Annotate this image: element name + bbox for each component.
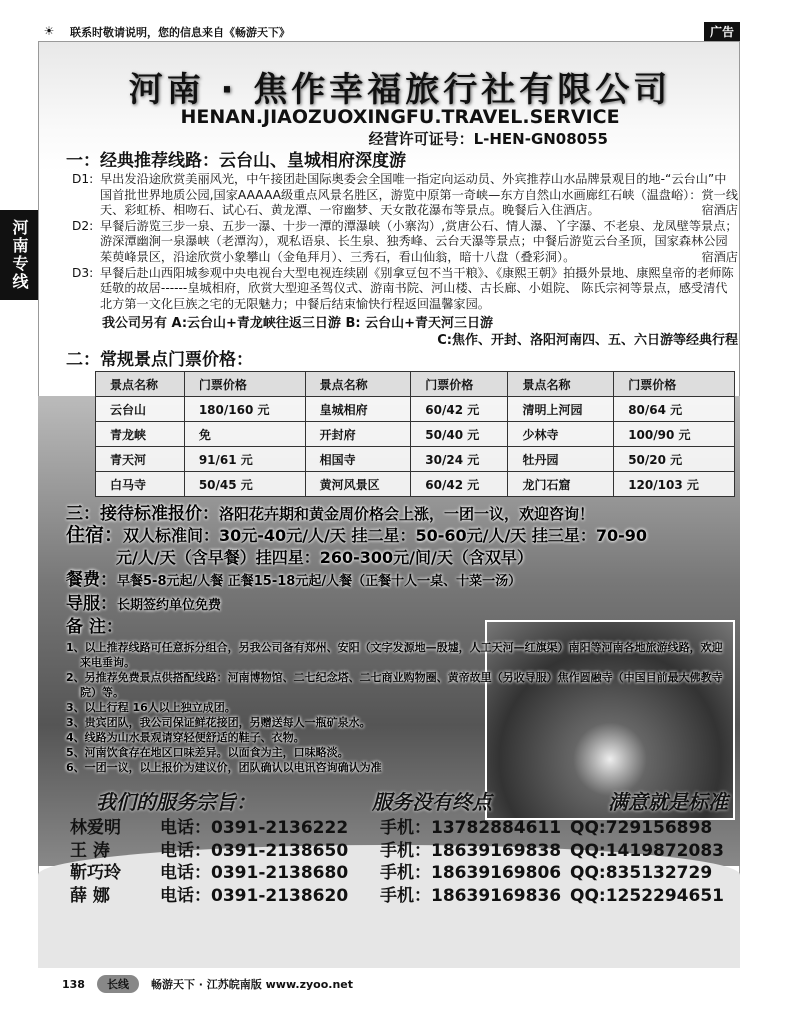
side-tab: 河南专线 — [0, 210, 38, 300]
table-row — [96, 372, 735, 397]
day-label: D3: — [72, 265, 94, 280]
source-notice: 联系时敬请说明，您的信息来自《畅游天下》 — [70, 25, 290, 39]
table-cell: 60/42 元 — [411, 397, 508, 422]
notes-label: 备 注： — [66, 617, 123, 638]
top-bar — [38, 22, 740, 41]
guide-price: 长期签约单位免费 — [117, 598, 222, 614]
meal-price: 早餐5-8元起/人餐 正餐15-18元起/人餐（正餐十人一桌、十菜一汤） — [117, 574, 522, 590]
contact-qq: QQ:1252294651 — [570, 885, 724, 906]
extra-routes-c: C:焦作、开封、洛阳河南四、五、六日游等经典行程 — [437, 333, 738, 349]
note-item: 1、以上推荐线路可任意拆分组合，另我公司备有郑州、安阳（文字发源地—殷墟，人工天河—红旗渠）南阳等河南各地旅游线路，欢迎来电垂询。 — [66, 641, 723, 670]
slogan-row — [66, 775, 738, 815]
table-cell: 青龙峡 — [96, 422, 185, 447]
slogan-1: 我们的服务宗旨： — [96, 790, 256, 815]
table-cell: 50/20 元 — [614, 447, 735, 472]
table-cell: 少林寺 — [508, 422, 614, 447]
table-cell: 50/40 元 — [411, 422, 508, 447]
route-day — [72, 172, 738, 219]
lodging-label: 住宿： — [66, 524, 124, 547]
table-cell: 门票价格 — [184, 372, 305, 397]
slogan-2: 服务没有终点 — [372, 790, 492, 815]
ticket-price-table — [95, 371, 735, 497]
footer — [62, 975, 353, 993]
contact-list — [70, 817, 738, 907]
section3-title: 三：接待标准报价： — [66, 504, 219, 525]
license-number: 经营许可证号：L-HEN-GN08055 — [368, 130, 608, 148]
table-row — [96, 447, 735, 472]
contact-mobile: 手机：13782884611 — [380, 818, 562, 839]
day-text: 早餐后游览三步一泉、五步一瀑、十步一潭的潭瀑峡（小寨沟）,赏唐公石、情人瀑、丫字瀑、不老泉、龙凤壁等景点；游深潭幽涧一泉瀑峡（老潭沟），观私语泉、长生泉、独秀峰、云台天瀑等景点；中餐后游览云台圣顶，国家森林公园茱萸峰景区，沿途欣赏小象攀山（金龟拜月）、三秀石，看山仙翁，暗十八盘（叠彩洞）。 — [100, 218, 738, 264]
day-label: D2: — [72, 218, 94, 233]
main-column — [66, 150, 738, 907]
table-row — [96, 397, 735, 422]
lodging-price: 双人标准间：30元-40元/人/天 挂二星：50-60元/人/天 挂三星：70-90 — [123, 526, 648, 546]
company-name-en: HENAN.JIAOZUOXINGFU.TRAVEL.SERVICE — [180, 106, 620, 128]
table-cell: 相国寺 — [305, 447, 411, 472]
section3 — [66, 499, 738, 775]
contact-row — [70, 862, 738, 885]
table-cell: 60/42 元 — [411, 472, 508, 497]
contact-name: 靳巧玲 — [70, 863, 121, 884]
day-stay: 宿酒店 — [701, 249, 738, 264]
contact-name: 林爱明 — [70, 818, 121, 839]
table-cell: 50/45 元 — [184, 472, 305, 497]
contact-name: 王 涛 — [70, 840, 110, 861]
note-item: 5、河南饮食存在地区口味差异。以面食为主，口味略淡。 — [66, 746, 349, 760]
table-cell: 黄河风景区 — [305, 472, 411, 497]
route-day — [72, 219, 738, 266]
table-cell: 景点名称 — [96, 372, 185, 397]
route-list — [72, 172, 738, 349]
contact-mobile: 手机：18639169838 — [380, 840, 562, 861]
table-cell: 100/90 元 — [614, 422, 735, 447]
table-row — [96, 422, 735, 447]
table-cell: 牡丹园 — [508, 447, 614, 472]
day-text: 早餐后赴山西阳城参观中央电视台大型电视连续剧《别拿豆包不当干粮》、《康熙王朝》拍摄外景地、康熙皇帝的老师陈廷敬的故居------皇城相府，欣赏大型迎圣驾仪式、游南书院、河山楼、古长廊、小姐院、 陈氏宗祠等景点，感受清代北方第一文化巨族之宅的无限魅力；中餐后结束愉快行程返回温馨家园。 — [100, 265, 734, 311]
section2-title: 二：常规景点门票价格： — [66, 350, 253, 371]
sun-logo-icon: ☀ — [43, 23, 55, 38]
table-cell: 清明上河园 — [508, 397, 614, 422]
contact-name: 薛 娜 — [70, 885, 110, 906]
day-text: 早出发沿途欣赏美丽风光，中午接团赴国际奥委会全国唯一指定向运动员、外宾推荐山水品牌景观目的地-“云台山”中国首批世界地质公园,国家AAAAA级重点风景名胜区，游览中原第一奇峡—东方自然山水画廊红石峡（温盘峪）：赏一线天、彩虹桥、相吻石、试心石、黄龙潭、一帘幽梦、天女散花瀑布等景点。晚餐后入住酒店。 — [100, 172, 739, 218]
page-number: 138 — [62, 977, 85, 991]
company-name: 河南 · 焦作幸福旅行社有限公司 — [128, 70, 672, 110]
table-cell: 青天河 — [96, 447, 185, 472]
route-day — [72, 266, 738, 313]
table-cell: 80/64 元 — [614, 397, 735, 422]
table-cell: 龙门石窟 — [508, 472, 614, 497]
table-cell: 180/160 元 — [184, 397, 305, 422]
table-cell: 云台山 — [96, 397, 185, 422]
note-item: 3、以上行程 16人以上独立成团。 — [66, 701, 236, 715]
day-label: D1: — [72, 172, 94, 186]
note-item: 6、一团一议，以上报价为建议价，团队确认以电讯咨询确认为准 — [66, 761, 382, 775]
extra-routes-ab: 我公司另有 A:云台山+青龙峡往返三日游 B: 云台山+青天河三日游 — [102, 316, 493, 332]
table-cell: 皇城相府 — [305, 397, 411, 422]
table-cell: 门票价格 — [614, 372, 735, 397]
section1-title: 一：经典推荐线路：云台山、皇城相府深度游 — [66, 151, 406, 171]
table-cell: 91/61 元 — [184, 447, 305, 472]
contact-qq: QQ:835132729 — [570, 863, 713, 884]
note-item: 2、另推荐免费景点供搭配线路：河南博物馆、二七纪念塔、二七商业购物圈、黄帝故里（另收导服）焦作圆融寺（中国目前最大佛教寺院）等。 — [66, 671, 723, 700]
meal-label: 餐费： — [66, 570, 117, 591]
lodging-price-cont: 元/人/天（含早餐）挂四星：260-300元/间/天（含双早） — [116, 548, 533, 568]
contact-phone: 电话：0391-2138680 — [160, 863, 349, 884]
section-pill: 长线 — [97, 975, 139, 993]
table-cell: 白马寺 — [96, 472, 185, 497]
contact-phone: 电话：0391-2138620 — [160, 885, 349, 906]
table-cell: 门票价格 — [411, 372, 508, 397]
contact-mobile: 手机：18639169806 — [380, 863, 562, 884]
contact-phone: 电话：0391-2136222 — [160, 818, 349, 839]
note-item: 4、线路为山水景观请穿轻便舒适的鞋子、衣物。 — [66, 731, 305, 745]
day-stay: 宿酒店 — [701, 203, 738, 218]
table-cell: 景点名称 — [305, 372, 411, 397]
contact-row — [70, 885, 738, 908]
contact-qq: QQ:729156898 — [570, 818, 713, 839]
contact-phone: 电话：0391-2138650 — [160, 840, 349, 861]
contact-row — [70, 840, 738, 863]
contact-row — [70, 817, 738, 840]
table-cell: 30/24 元 — [411, 447, 508, 472]
table-cell: 120/103 元 — [614, 472, 735, 497]
table-row — [96, 472, 735, 497]
table-cell: 免 — [184, 422, 305, 447]
section3-note: 洛阳花卉期和黄金周价格会上涨，一团一议，欢迎咨询！ — [219, 505, 595, 524]
slogan-3: 满意就是标准 — [608, 790, 728, 815]
table-cell: 景点名称 — [508, 372, 614, 397]
table-cell: 开封府 — [305, 422, 411, 447]
ad-badge: 广告 — [704, 22, 740, 41]
contact-mobile: 手机：18639169836 — [380, 885, 562, 906]
contact-qq: QQ:1419872083 — [570, 840, 724, 861]
note-item: 3、贵宾团队，我公司保证鲜花接团，另赠送每人一瓶矿泉水。 — [66, 716, 371, 730]
guide-label: 导服： — [66, 594, 117, 615]
publication: 畅游天下 · 江苏皖南版 www.zyoo.net — [150, 978, 354, 991]
notes-list — [66, 640, 726, 775]
